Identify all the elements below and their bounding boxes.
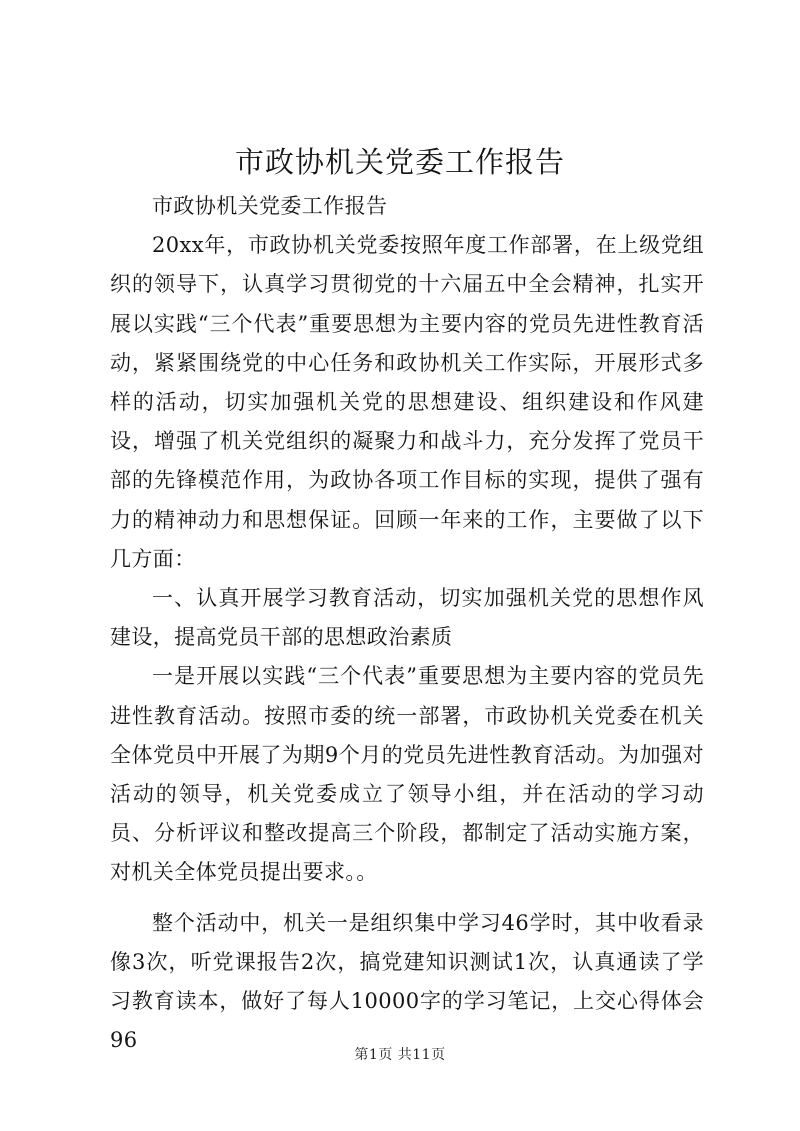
activity-paragraph: 一是开展以实践“三个代表”重要思想为主要内容的党员先进性教育活动。按照市委的统一部署，市政协机关党委在机关全体党员中开展了为期9个月的党员先进性教育活动。为加强对活动的领导，机关党委成立了领导小组，并在活动的学习动员、分析评议和整改提高三个阶段，都制定了活动实施方案，对机关全体党员提出要求。。 <box>110 664 704 885</box>
document-body <box>110 187 704 1060</box>
document-title: 市政协机关党委工作报告 <box>234 145 565 179</box>
study-details-paragraph: 整个活动中，机关一是组织集中学习46学时，其中收看录像3次，听党课报告2次，搞党建知识测试1次，认真通读了学习教育读本，做好了每人10000字的学习笔记，上交心得体会96 <box>110 910 704 1053</box>
subtitle-paragraph: 市政协机关党委工作报告 <box>152 194 388 218</box>
page-number-footer: 第1页 共11页 <box>354 1047 446 1063</box>
intro-paragraph: 20xx年，市政协机关党委按照年度工作部署，在上级党组织的领导下，认真学习贯彻党的十六届五中全会精神，扎实开展以实践“三个代表”重要思想为主要内容的党员先进性教育活动，紧紧围绕党的中心任务和政协机关工作实际，开展形式多样的活动，切实加强机关党的思想建设、组织建设和作风建设，增强了机关党组织的凝聚力和战斗力，充分发挥了党员干部的先锋模范作用，为政协各项工作目标的实现，提供了强有力的精神动力和思想保证。回顾一年来的工作，主要做了以下几方面： <box>110 233 704 571</box>
section-heading-paragraph: 一、认真开展学习教育活动，切实加强机关党的思想作风建设，提高党员干部的思想政治素质 <box>110 586 704 650</box>
